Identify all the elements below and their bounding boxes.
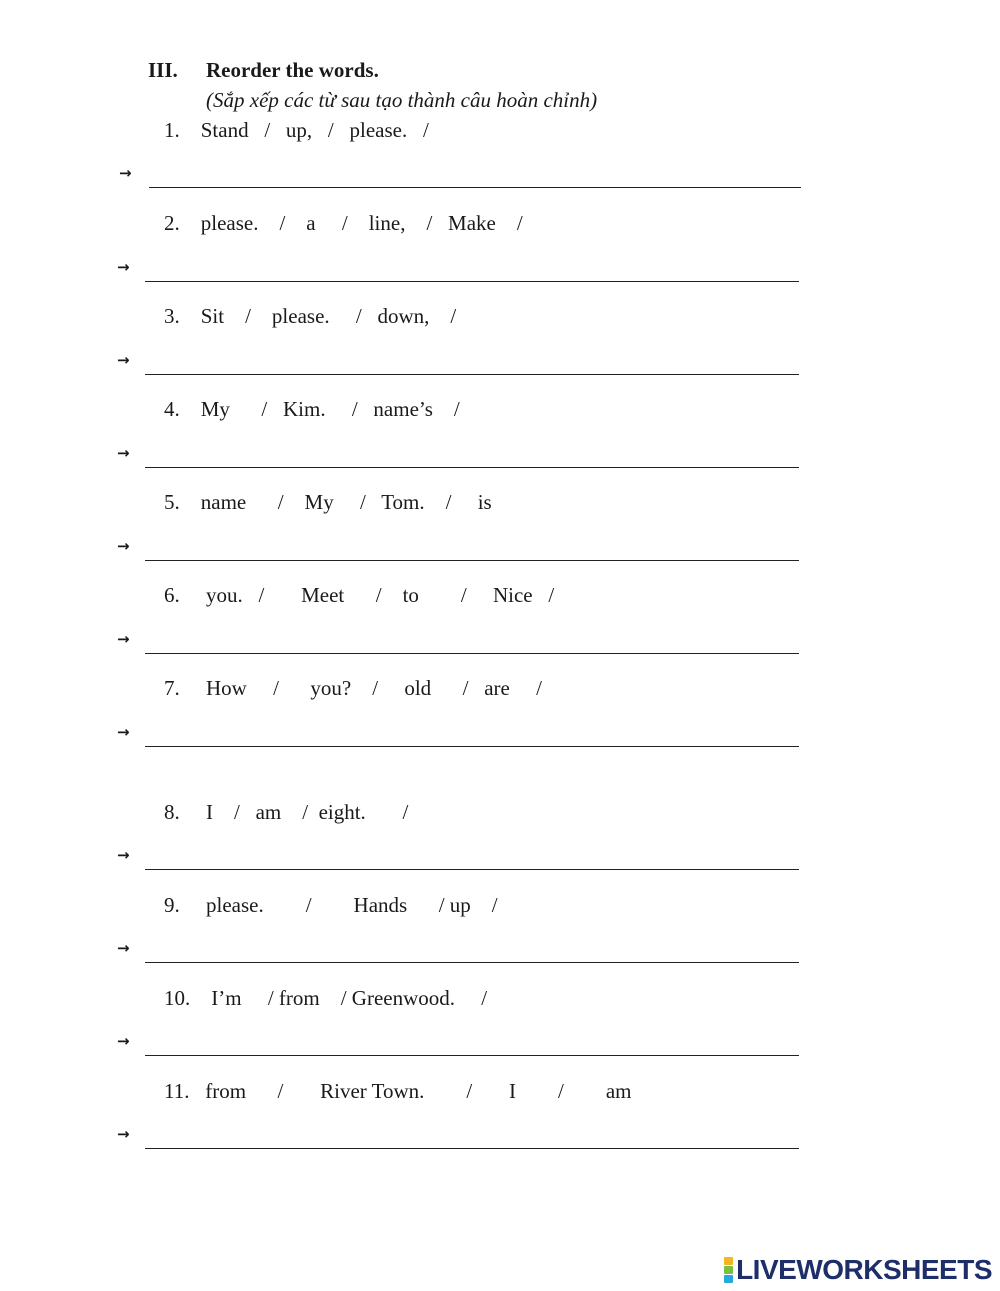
answer-row-6[interactable] xyxy=(117,628,799,658)
arrow-icon: → xyxy=(117,444,130,462)
answer-row-3[interactable] xyxy=(117,349,799,379)
arrow-icon: → xyxy=(117,258,130,276)
question-1: 1. Stand / up, / please. / xyxy=(164,118,429,142)
arrow-icon: → xyxy=(117,1032,130,1050)
question-2: 2. please. / a / line, / Make / xyxy=(164,211,523,235)
answer-row-1[interactable] xyxy=(119,162,801,192)
question-4: 4. My / Kim. / name’s / xyxy=(164,397,460,421)
answer-line[interactable] xyxy=(145,467,799,468)
question-9: 9. please. / Hands / up / xyxy=(164,893,498,917)
answer-line[interactable] xyxy=(145,1148,799,1149)
question-11: 11. from / River Town. / I / am xyxy=(164,1079,632,1103)
arrow-icon: → xyxy=(117,1125,130,1143)
answer-line[interactable] xyxy=(145,869,799,870)
logo-block xyxy=(724,1275,733,1283)
question-7: 7. How / you? / old / are / xyxy=(164,676,542,700)
question-8: 8. I / am / eight. / xyxy=(164,800,409,824)
section-heading xyxy=(148,58,379,83)
answer-line[interactable] xyxy=(145,560,799,561)
answer-row-4[interactable] xyxy=(117,442,799,472)
answer-row-7[interactable] xyxy=(117,721,799,751)
arrow-icon: → xyxy=(117,723,130,741)
answer-row-9[interactable] xyxy=(117,937,799,967)
answer-line[interactable] xyxy=(145,281,799,282)
section-number: III. xyxy=(148,58,178,82)
question-10: 10. I’m / from / Greenwood. / xyxy=(164,986,488,1010)
arrow-icon: → xyxy=(119,164,132,182)
section-subtitle: (Sắp xếp các từ sau tạo thành câu hoàn chỉnh) xyxy=(206,88,598,112)
answer-line[interactable] xyxy=(149,187,801,188)
answer-line[interactable] xyxy=(145,962,799,963)
arrow-icon: → xyxy=(117,351,130,369)
liveworksheets-logo xyxy=(724,1253,992,1287)
logo-block xyxy=(724,1266,733,1274)
answer-row-8[interactable] xyxy=(117,844,799,874)
answer-row-5[interactable] xyxy=(117,535,799,565)
answer-row-2[interactable] xyxy=(117,256,799,286)
arrow-icon: → xyxy=(117,846,130,864)
arrow-icon: → xyxy=(117,630,130,648)
arrow-icon: → xyxy=(117,939,130,957)
answer-line[interactable] xyxy=(145,653,799,654)
question-5: 5. name / My / Tom. / is xyxy=(164,490,492,514)
logo-block xyxy=(724,1257,733,1265)
answer-line[interactable] xyxy=(145,374,799,375)
question-3: 3. Sit / please. / down, / xyxy=(164,304,457,328)
answer-row-10[interactable] xyxy=(117,1030,799,1060)
answer-line[interactable] xyxy=(145,1055,799,1056)
logo-blocks-icon xyxy=(724,1257,733,1283)
section-title: Reorder the words. xyxy=(206,58,379,82)
arrow-icon: → xyxy=(117,537,130,555)
answer-line[interactable] xyxy=(145,746,799,747)
answer-row-11[interactable] xyxy=(117,1123,799,1153)
logo-text: LIVEWORKSHEETS xyxy=(736,1254,992,1285)
question-6: 6. you. / Meet / to / Nice / xyxy=(164,583,555,607)
